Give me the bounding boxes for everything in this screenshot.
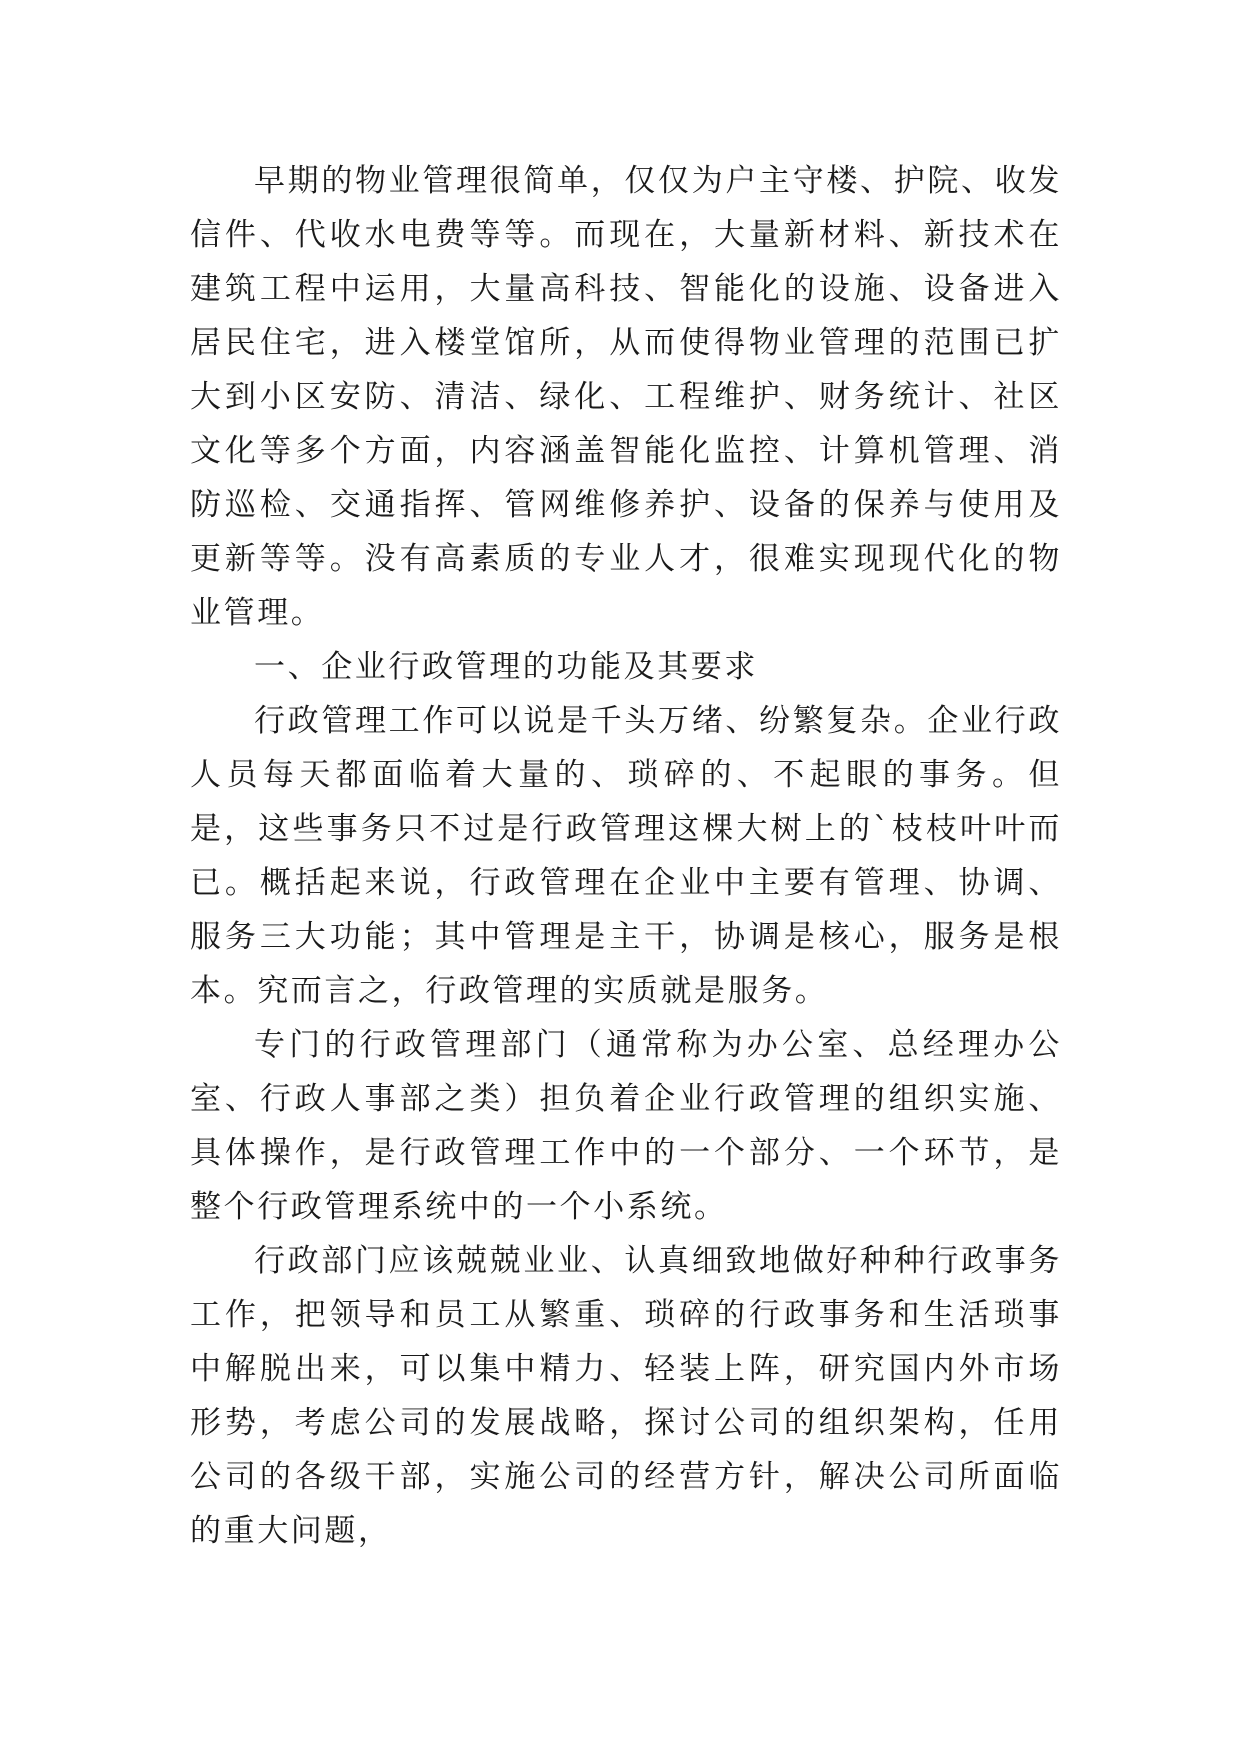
- paragraph-admin-duties: 行政部门应该兢兢业业、认真细致地做好种种行政事务工作，把领导和员工从繁重、琐碎的行政事务和生活琐事中解脱出来，可以集中精力、轻装上阵，研究国内外市场形势，考虑公司的发展战略，探讨公司的组织架构，任用公司的各级干部，实施公司的经营方针，解决公司所面临的重大问题，: [190, 1243, 1062, 1549]
- paragraph-admin-department: 专门的行政管理部门（通常称为办公室、总经理办公室、行政人事部之类）担负着企业行政管理的组织实施、具体操作，是行政管理工作中的一个部分、一个环节，是整个行政管理系统中的一个小系统。: [190, 1027, 1062, 1225]
- paragraph-admin-functions: 行政管理工作可以说是千头万绪、纷繁复杂。企业行政人员每天都面临着大量的、琐碎的、不起眼的事务。但是，这些事务只不过是行政管理这棵大树上的`枝枝叶叶而已。概括起来说，行政管理在企业中主要有管理、协调、服务三大功能；其中管理是主干，协调是核心，服务是根本。究而言之，行政管理的实质就是服务。: [190, 703, 1062, 1009]
- section-heading: 一、企业行政管理的功能及其要求: [254, 649, 758, 685]
- paragraph-property-management: 早期的物业管理很简单，仅仅为户主守楼、护院、收发信件、代收水电费等等。而现在，大量新材料、新技术在建筑工程中运用，大量高科技、智能化的设施、设备进入居民住宅，进入楼堂馆所，从而使得物业管理的范围已扩大到小区安防、清洁、绿化、工程维护、财务统计、社区文化等多个方面，内容涵盖智能化监控、计算机管理、消防巡检、交通指挥、管网维修养护、设备的保养与使用及更新等等。没有高素质的专业人才，很难实现现代化的物业管理。: [190, 163, 1062, 631]
- document-body: [190, 154, 1062, 1558]
